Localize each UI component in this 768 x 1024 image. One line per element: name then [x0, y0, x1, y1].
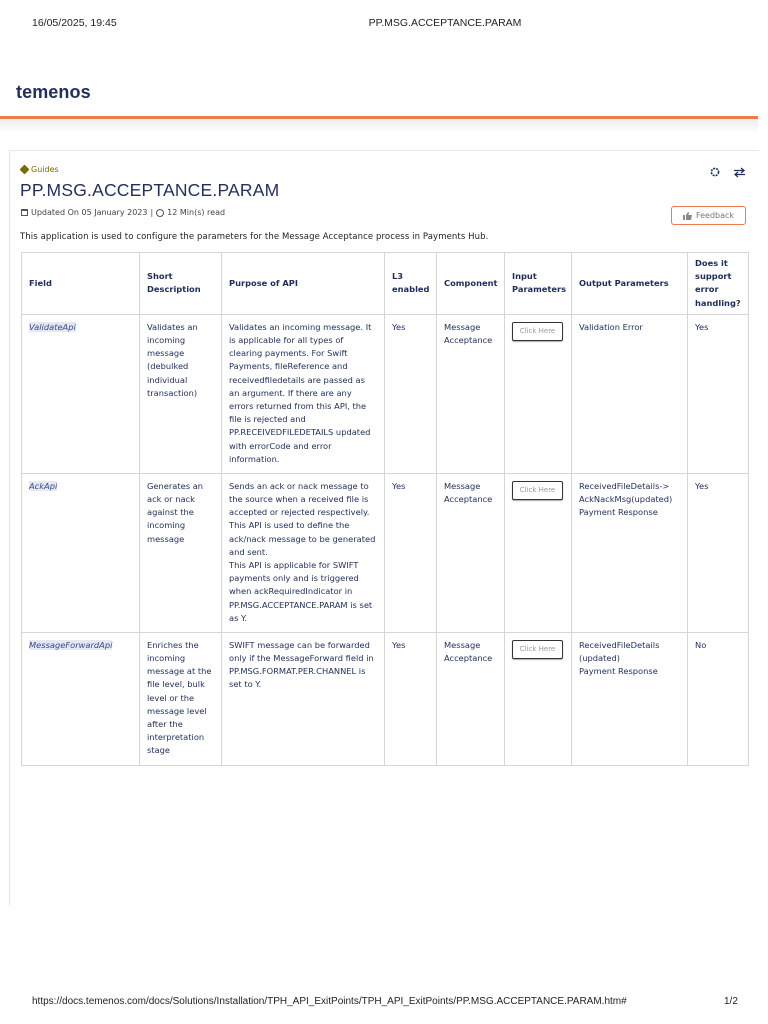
tag-icon: [20, 165, 30, 175]
input-parameters-cell: [505, 632, 572, 765]
doc-toolbar: [709, 163, 746, 182]
click-here-button[interactable]: Click Here: [512, 640, 563, 659]
header-shadow: [0, 119, 758, 133]
short-description-cell: Generates an ack or nack against the incoming message: [140, 473, 222, 632]
print-datetime: 16/05/2025, 19:45: [32, 17, 117, 29]
field-name: ValidateApi: [29, 321, 76, 332]
output-parameters-cell: Validation Error: [572, 314, 688, 473]
feedback-label: Feedback: [695, 211, 735, 220]
purpose-cell: SWIFT message can be forwarded only if the MessageForward field in PP.MSG.FORMAT.PER.CHANNEL is set to Y.: [222, 632, 385, 765]
page-title: PP.MSG.ACCEPTANCE.PARAM: [20, 180, 280, 200]
print-page-title: PP.MSG.ACCEPTANCE.PARAM: [368, 17, 522, 29]
component-cell: Message Acceptance: [437, 314, 505, 473]
output-parameters-cell: ReceivedFileDetails (updated) Payment Response: [572, 632, 688, 765]
meta-separator: |: [150, 208, 154, 217]
column-header: Does it support error handling?: [688, 253, 749, 315]
site-header: [0, 76, 758, 116]
clock-icon: [156, 209, 164, 217]
table-row: [22, 473, 749, 632]
input-parameters-cell: [505, 473, 572, 632]
breadcrumb-guides[interactable]: Guides: [31, 165, 59, 174]
updated-date: Updated On 05 January 2023: [31, 208, 148, 217]
table-row: [22, 314, 749, 473]
output-parameters-cell: ReceivedFileDetails-> AckNackMsg(updated) Payment Response: [572, 473, 688, 632]
field-name: AckApi: [29, 480, 58, 491]
purpose-cell: Sends an ack or nack message to the source when a received file is accepted or rejected respectively. This API is used to define the ack/nack message to be generated and sent. This API is applicable for SWIFT payments only and is triggered when ackRequiredIndicator in PP.MSG.ACCEPTANCE.PARAM is set as Y.: [222, 473, 385, 632]
field-cell: [22, 314, 140, 473]
column-header: Purpose of API: [222, 253, 385, 315]
short-description-cell: Enriches the incoming message at the file level, bulk level or the message level after the interpretation stage: [140, 632, 222, 765]
calendar-icon: [21, 209, 28, 216]
table-header-row: [22, 253, 749, 315]
doc-meta: [21, 208, 225, 217]
field-cell: [22, 473, 140, 632]
footer-page-number: 1/2: [724, 996, 738, 1007]
field-cell: [22, 632, 140, 765]
feedback-button[interactable]: [671, 206, 746, 225]
short-description-cell: Validates an incoming message (debulked individual transaction): [140, 314, 222, 473]
l3-enabled-cell: Yes: [385, 314, 437, 473]
l3-enabled-cell: Yes: [385, 473, 437, 632]
column-header: Component: [437, 253, 505, 315]
error-handling-cell: Yes: [688, 314, 749, 473]
component-cell: Message Acceptance: [437, 632, 505, 765]
gear-icon[interactable]: [709, 163, 721, 182]
click-here-button[interactable]: Click Here: [512, 481, 563, 500]
brand-logo[interactable]: temenos: [16, 82, 91, 102]
column-header: L3 enabled: [385, 253, 437, 315]
purpose-cell: Validates an incoming message. It is applicable for all types of clearing payments. For Swift Payments, fileReference and receivedfiledetails are passed as an argument. If there are any errors returned from this API, the file is rejected and PP.RECEIVEDFILEDETAILS updated with errorCode and error information.: [222, 314, 385, 473]
field-name: MessageForwardApi: [29, 639, 113, 650]
read-time: 12 Min(s) read: [167, 208, 226, 217]
thumbs-up-icon: [683, 212, 692, 220]
table-row: [22, 632, 749, 765]
swap-arrows-icon[interactable]: [733, 163, 746, 182]
input-parameters-cell: [505, 314, 572, 473]
print-header: [0, 17, 768, 31]
error-handling-cell: Yes: [688, 473, 749, 632]
column-header: Short Description: [140, 253, 222, 315]
column-header: Output Parameters: [572, 253, 688, 315]
click-here-button[interactable]: Click Here: [512, 322, 563, 341]
l3-enabled-cell: Yes: [385, 632, 437, 765]
api-table: [21, 252, 749, 766]
intro-text: This application is used to configure the parameters for the Message Acceptance process in Payments Hub.: [20, 232, 489, 242]
footer-url: https://docs.temenos.com/docs/Solutions/Installation/TPH_API_ExitPoints/TPH_API_ExitPoints/PP.MSG.ACCEPTANCE.PARAM.htm#: [32, 996, 627, 1007]
column-header: Input Parameters: [505, 253, 572, 315]
error-handling-cell: No: [688, 632, 749, 765]
component-cell: Message Acceptance: [437, 473, 505, 632]
column-header: Field: [22, 253, 140, 315]
breadcrumb[interactable]: [21, 165, 59, 174]
